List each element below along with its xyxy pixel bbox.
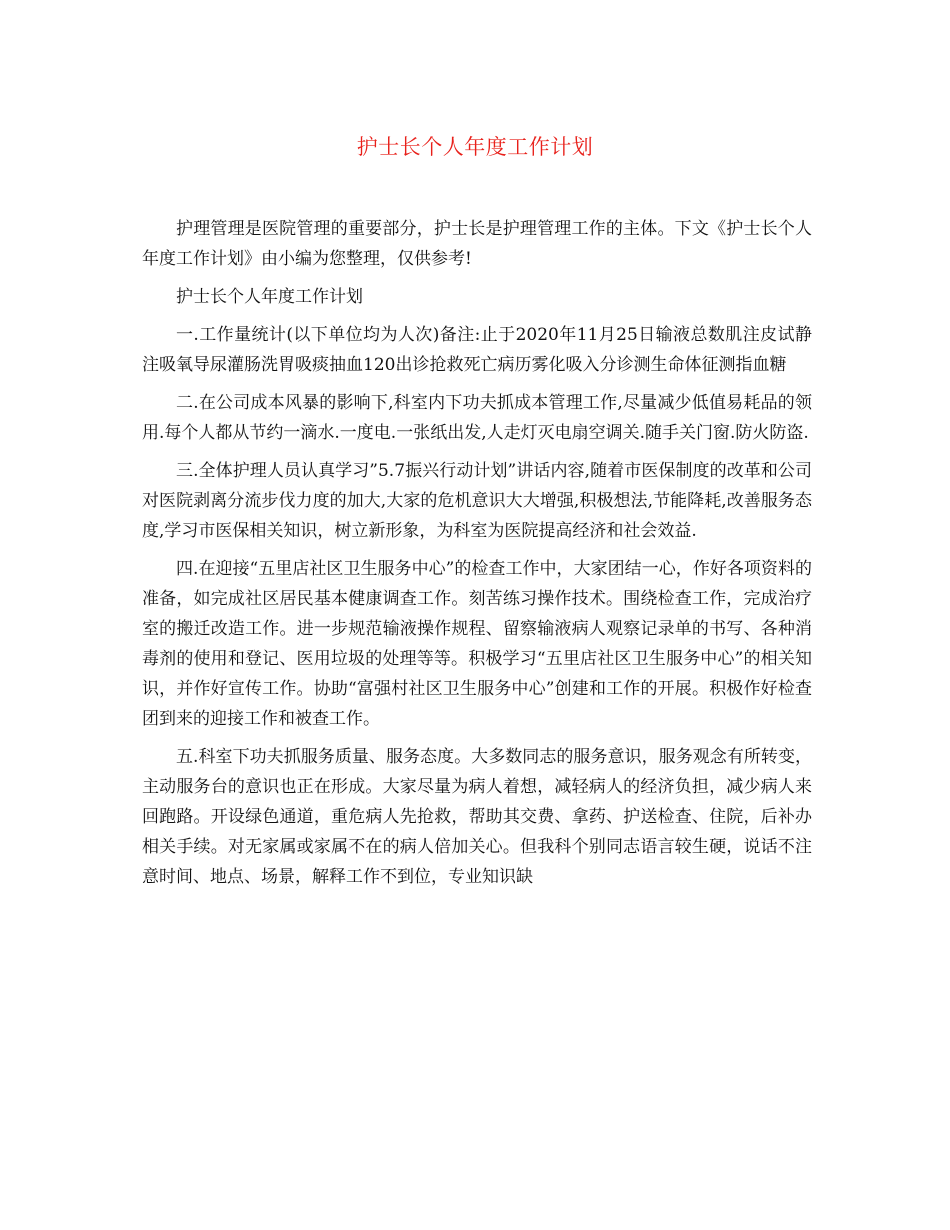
document-title: 护士长个人年度工作计划 (356, 135, 594, 159)
paragraph-section-4: 四.在迎接“五里店社区卫生服务中心”的检查工作中，大家团结一心，作好各项资料的准备，如完成社区居民基本健康调查工作。刻苦练习操作技术。围绕检查工作，完成治疗室的搬迁改造工作。进一步规范输液操作规程、留察输液病人观察记录单的书写、各种消毒剂的使用和登记、医用垃圾的处理等等。积极学习“五里店社区卫生服务中心”的相关知识，并作好宣传工作。协助“富强村社区卫生服务中心”创建和工作的开展。积极作好检查团到来的迎接工作和被查工作。 (142, 559, 812, 729)
paragraph-section-3: 三.全体护理人员认真学习”5.7振兴行动计划”讲话内容,随着市医保制度的改革和公司对医院剥离分流步伐力度的加大,大家的危机意识大大增强,积极想法,节能降耗,改善服务态度,学习市医保相关知识，树立新形象，为科室为医院提高经济和社会效益. (142, 461, 812, 541)
document-body (142, 214, 812, 900)
paragraph-section-5: 五.科室下功夫抓服务质量、服务态度。大多数同志的服务意识，服务观念有所转变，主动服务台的意识也正在形成。大家尽量为病人着想，减轻病人的经济负担，减少病人来回跑路。开设绿色通道，重危病人先抢救，帮助其交费、拿药、护送检查、住院，后补办相关手续。对无家属或家属不在的病人倍加关心。但我科个别同志语言较生硬，说话不注意时间、地点、场景，解释工作不到位，专业知识缺 (142, 747, 812, 887)
paragraph-section-1: 一.工作量统计(以下单位均为人次)备注:止于2020年11月25日输液总数肌注皮试静注吸氧导尿灌肠洗胃吸痰抽血120出诊抢救死亡病历雾化吸入分诊测生命体征测指血糖 (142, 325, 812, 375)
paragraph-subtitle: 护士长个人年度工作计划 (176, 287, 363, 307)
paragraph-section-2: 二.在公司成本风暴的影响下,科室内下功夫抓成本管理工作,尽量减少低值易耗品的领用.每个人都从节约一滴水.一度电.一张纸出发,人走灯灭电扇空调关.随手关门窗.防火防盗. (142, 393, 812, 443)
paragraph-intro: 护理管理是医院管理的重要部分，护士长是护理管理工作的主体。下文《护士长个人年度工作计划》由小编为您整理，仅供参考! (142, 219, 812, 269)
